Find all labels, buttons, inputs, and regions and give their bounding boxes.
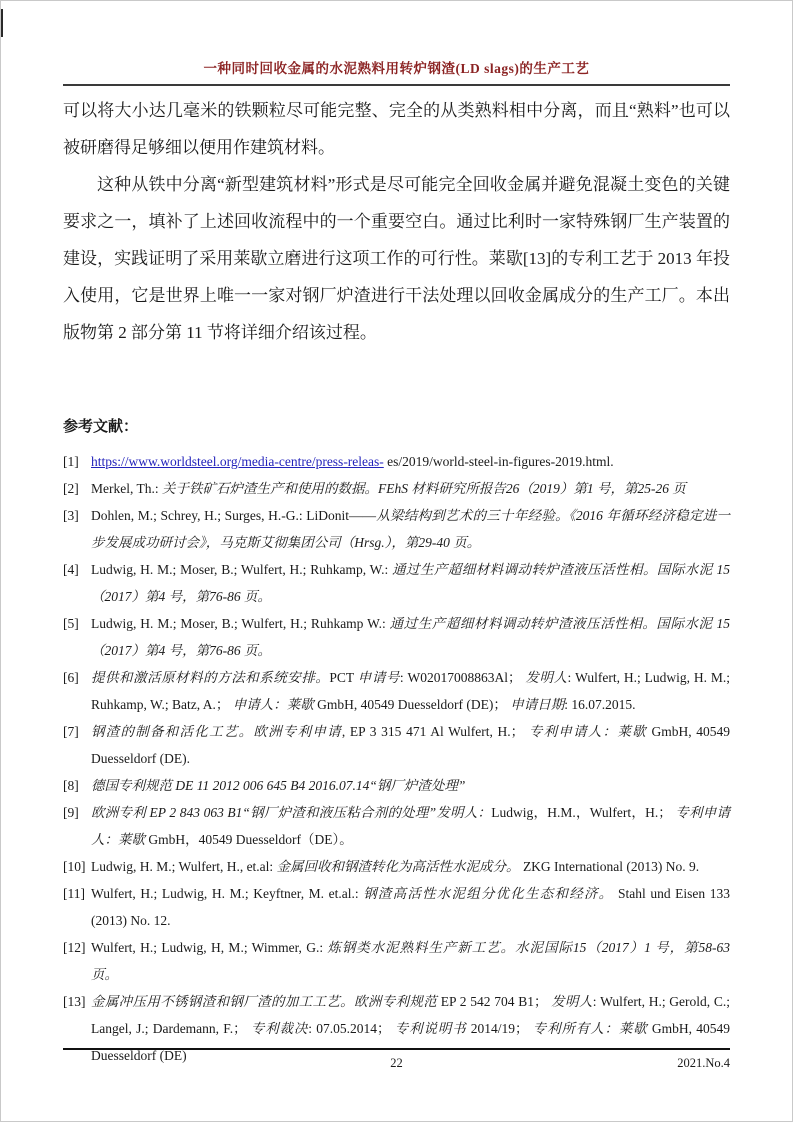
reference-text: 提供和激活原材料的方法和系统安排。: [91, 670, 330, 685]
reference-item: [63, 880, 730, 934]
reference-text: 专利裁决: [250, 1021, 309, 1036]
reference-text: : Wulfert, H.; Ludwig, H. M.; Ruhkamp, W.; Batz, A.；: [91, 670, 731, 712]
reference-text: ZKG International (2013) No. 9.: [519, 859, 700, 874]
page-number: 22: [390, 1056, 403, 1070]
reference-item: [63, 664, 730, 718]
references-list: [63, 448, 730, 1069]
reference-text: 金属冲压用不锈钢渣和钢厂渣的加工工艺。欧洲专利规范: [91, 994, 438, 1009]
reference-text: , EP 3 315 471 Al Wulfert, H.；: [341, 724, 529, 739]
reference-number: [4]: [63, 562, 79, 577]
references-heading: 参考文献：: [63, 419, 139, 435]
reference-text: 发明人: [525, 670, 568, 685]
reference-text: 专利申请人：莱歇: [91, 805, 731, 847]
reference-number: [12]: [63, 940, 86, 955]
reference-number: [11]: [63, 886, 85, 901]
reference-text: Wulfert, H.; Ludwig, H. M.; Keyftner, M. et.al.:: [91, 886, 364, 901]
reference-text: 专利申请人：莱歇: [528, 724, 647, 739]
reference-item: [63, 502, 730, 556]
reference-text: 关于铁矿石炉渣生产和使用的数据。FEhS 材料研究所报告26（2019）第1 号，第25-26 页: [162, 481, 686, 496]
reference-text: Ludwig, H. M.; Moser, B.; Wulfert, H.; Ruhkamp W.:: [91, 616, 390, 631]
reference-link[interactable]: https://www.worldsteel.org/media-centre/press-releas-: [91, 454, 384, 469]
reference-text: 通过生产超细材料调动转炉渣液压活性相。国际水泥 15（2017）第4 号，第76-86 页。: [91, 562, 730, 604]
reference-item: [63, 556, 730, 610]
reference-number: [7]: [63, 724, 79, 739]
reference-item: [63, 799, 730, 853]
reference-text: 钢渣高活性水泥组分优化生态和经济。: [363, 886, 614, 901]
reference-text: 从梁结构到艺术的三十年经验。《2016 年循环经济稳定进一步发展成功研讨会》，马克斯艾彻集团公司（Hrsg.），第29-40 页。: [91, 508, 731, 550]
reference-text: Ludwig, H. M.; Moser, B.; Wulfert, H.; Ruhkamp, W.:: [91, 562, 393, 577]
reference-number: [8]: [63, 778, 79, 793]
reference-text: GmbH, 40549 Duesseldorf (DE).: [91, 724, 731, 766]
reference-item: [63, 934, 730, 988]
reference-text: 申请人：莱歇: [232, 697, 314, 712]
reference-item: [63, 772, 730, 799]
reference-text: 专利所有人：莱歇: [532, 1021, 648, 1036]
reference-text: 通过生产超细材料调动转炉渣液压活性相。国际水泥 15（2017）第4 号，第76-86 页。: [91, 616, 730, 658]
reference-text: GmbH, 40549 Duesseldorf (DE): [91, 1021, 730, 1063]
reference-number: [3]: [63, 508, 79, 523]
reference-text: 钢渣的制备和活化工艺。欧洲专利申请: [91, 724, 342, 739]
reference-number: [6]: [63, 670, 79, 685]
reference-text: : Wulfert, H.; Gerold, C.; Langel, J.; Dardemann, F.；: [91, 994, 731, 1036]
reference-number: [5]: [63, 616, 79, 631]
reference-text: 2014/19；: [466, 1021, 533, 1036]
reference-item: [63, 448, 730, 475]
reference-item: [63, 475, 730, 502]
reference-item: [63, 610, 730, 664]
reference-text: 炼钢类水泥熟料生产新工艺。水泥国际15（2017）1 号，第58-63 页。: [91, 940, 731, 982]
reference-number: [13]: [63, 994, 86, 1009]
paragraph-1: 可以将大小达几毫米的铁颗粒尽可能完整、完全的从类熟料相中分离，而且“熟料”也可以被研磨得足够细以便用作建筑材料。: [63, 101, 730, 157]
reference-item: [63, 853, 730, 880]
reference-text: 专利说明书: [394, 1021, 467, 1036]
body-text: [63, 92, 730, 351]
reference-text: EP 2 542 704 B1；: [437, 994, 552, 1009]
scan-artifact: [1, 9, 3, 37]
paragraph-2: 这种从铁中分离“新型建筑材料”形式是尽可能完全回收金属并避免混凝土变色的关键要求之一，填补了上述回收流程中的一个重要空白。通过比利时一家特殊钢厂生产装置的建设，实践证明了采用莱歇立磨进行这项工作的可行性。莱歇[13]的专利工艺于 2013 年投入使用，它是世界上唯一一家对钢厂炉渣进行干法处理以回收金属成分的生产工厂。本出版物第 2 部分第 11 节将详细介绍该过程。: [63, 175, 730, 342]
reference-text: 金属回收和钢渣转化为高活性水泥成分。: [276, 859, 520, 874]
reference-number: [10]: [63, 859, 86, 874]
reference-text: Stahl und Eisen 133 (2013) No. 12.: [91, 886, 730, 928]
page-footer: [63, 1048, 730, 1075]
reference-text: 申请号: [357, 670, 400, 685]
reference-number: [9]: [63, 805, 79, 820]
reference-text: : W02017008863Al；: [399, 670, 526, 685]
reference-text: Ludwig，H.M.，Wulfert，H.；: [491, 805, 676, 820]
reference-number: [1]: [63, 454, 79, 469]
reference-text: es/2019/world-steel-in-figures-2019.html.: [383, 454, 614, 469]
reference-text: 申请日期: [510, 697, 565, 712]
reference-text: : 07.05.2014；: [308, 1021, 395, 1036]
reference-text: 发明人: [551, 994, 593, 1009]
page-header: [63, 57, 730, 86]
issue-label: 2021.No.4: [677, 1056, 730, 1070]
reference-number: [2]: [63, 481, 79, 496]
reference-text: GmbH, 40549 Duesseldorf (DE)；: [313, 697, 511, 712]
reference-text: : 16.07.2015.: [564, 697, 636, 712]
reference-item: [63, 718, 730, 772]
running-title: 一种同时回收金属的水泥熟料用转炉钢渣(LD slags)的生产工艺: [203, 61, 590, 76]
reference-text: Merkel, Th.:: [91, 481, 162, 496]
reference-text: GmbH，40549 Duesseldorf（DE）。: [145, 832, 353, 847]
page-content: [63, 92, 730, 1069]
reference-text: Ludwig, H. M.; Wulfert, H., et.al:: [91, 859, 277, 874]
reference-text: PCT: [329, 670, 358, 685]
reference-text: 欧洲专利 EP 2 843 063 B1“钢厂炉渣和液压粘合剂的处理”发明人：: [91, 805, 492, 820]
reference-text: Wulfert, H.; Ludwig, H, M.; Wimmer, G.:: [91, 940, 328, 955]
reference-text: Dohlen, M.; Schrey, H.; Surges, H.-G.: LiDonit——: [91, 508, 377, 523]
reference-text: 德国专利规范 DE 11 2012 006 645 B4 2016.07.14“钢厂炉渣处理”: [91, 778, 466, 793]
